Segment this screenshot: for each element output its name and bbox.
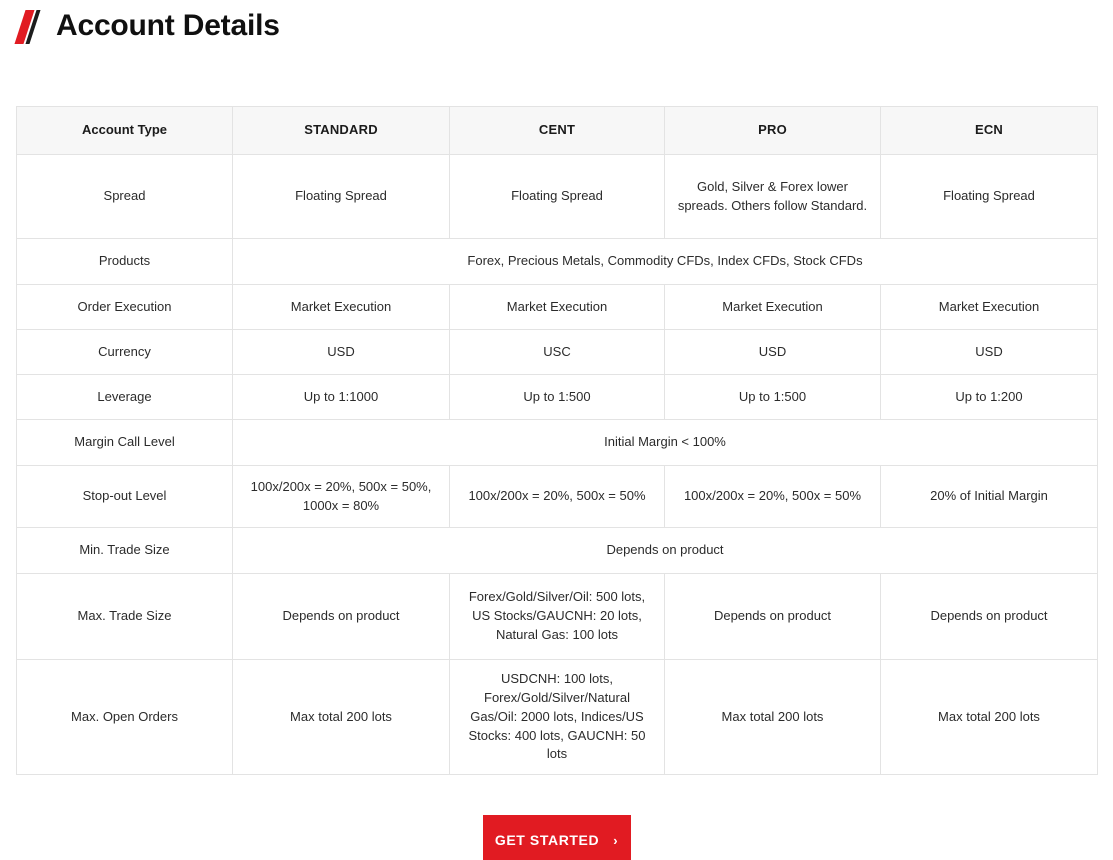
- row-label-margin-call-level: Margin Call Level: [17, 420, 233, 466]
- row-label-products: Products: [17, 239, 233, 285]
- cell-order-execution-pro: Market Execution: [665, 285, 881, 330]
- table-row: [17, 375, 1098, 420]
- row-label-leverage: Leverage: [17, 375, 233, 420]
- cell-spread-standard: Floating Spread: [233, 155, 450, 239]
- cell-spread-cent: Floating Spread: [450, 155, 665, 239]
- column-header-cent: CENT: [450, 107, 665, 155]
- cell-stop-out-level-cent: 100x/200x = 20%, 500x = 50%: [450, 466, 665, 528]
- row-label-stop-out-level: Stop-out Level: [17, 466, 233, 528]
- cell-leverage-pro: Up to 1:500: [665, 375, 881, 420]
- cell-max-open-orders-pro: Max total 200 lots: [665, 660, 881, 775]
- table-row: [17, 330, 1098, 375]
- table-row: [17, 420, 1098, 466]
- get-started-button[interactable]: [483, 815, 631, 860]
- cell-stop-out-level-ecn: 20% of Initial Margin: [881, 466, 1098, 528]
- cell-currency-ecn: USD: [881, 330, 1098, 375]
- cell-max-open-orders-cent: USDCNH: 100 lots, Forex/Gold/Silver/Natural Gas/Oil: 2000 lots, Indices/US Stocks: 400 lots, GAUCNH: 50 lots: [450, 660, 665, 775]
- cell-leverage-standard: Up to 1:1000: [233, 375, 450, 420]
- cell-order-execution-ecn: Market Execution: [881, 285, 1098, 330]
- cell-currency-pro: USD: [665, 330, 881, 375]
- red-slash-icon: [16, 8, 42, 44]
- chevron-right-icon: ›: [613, 832, 619, 848]
- table-body: [17, 155, 1098, 775]
- cta-section: [0, 815, 1113, 860]
- cell-products-all: Forex, Precious Metals, Commodity CFDs, Index CFDs, Stock CFDs: [233, 239, 1098, 285]
- cell-max-open-orders-standard: Max total 200 lots: [233, 660, 450, 775]
- account-details-table: [16, 106, 1098, 775]
- cell-max-trade-size-cent: Forex/Gold/Silver/Oil: 500 lots, US Stocks/GAUCNH: 20 lots, Natural Gas: 100 lots: [450, 574, 665, 660]
- table-row: [17, 466, 1098, 528]
- column-header-standard: STANDARD: [233, 107, 450, 155]
- cell-order-execution-standard: Market Execution: [233, 285, 450, 330]
- row-label-min-trade-size: Min. Trade Size: [17, 528, 233, 574]
- cell-stop-out-level-standard: 100x/200x = 20%, 500x = 50%, 1000x = 80%: [233, 466, 450, 528]
- table-row: [17, 285, 1098, 330]
- row-label-currency: Currency: [17, 330, 233, 375]
- cell-currency-cent: USC: [450, 330, 665, 375]
- table-row: [17, 528, 1098, 574]
- cell-currency-standard: USD: [233, 330, 450, 375]
- column-header-account-type: Account Type: [17, 107, 233, 155]
- account-details-table-wrap: [16, 106, 1097, 775]
- row-label-order-execution: Order Execution: [17, 285, 233, 330]
- cell-max-trade-size-pro: Depends on product: [665, 574, 881, 660]
- cell-leverage-ecn: Up to 1:200: [881, 375, 1098, 420]
- table-row: [17, 239, 1098, 285]
- column-header-pro: PRO: [665, 107, 881, 155]
- cell-order-execution-cent: Market Execution: [450, 285, 665, 330]
- cell-spread-pro: Gold, Silver & Forex lower spreads. Others follow Standard.: [665, 155, 881, 239]
- table-row: [17, 155, 1098, 239]
- cell-max-trade-size-standard: Depends on product: [233, 574, 450, 660]
- row-label-max-open-orders: Max. Open Orders: [17, 660, 233, 775]
- table-row: [17, 660, 1098, 775]
- row-label-spread: Spread: [17, 155, 233, 239]
- get-started-label: GET STARTED: [494, 832, 600, 849]
- cell-max-trade-size-ecn: Depends on product: [881, 574, 1098, 660]
- cell-max-open-orders-ecn: Max total 200 lots: [881, 660, 1098, 775]
- cell-stop-out-level-pro: 100x/200x = 20%, 500x = 50%: [665, 466, 881, 528]
- table-header-row: [17, 107, 1098, 155]
- cell-margin-call-level-all: Initial Margin < 100%: [233, 420, 1098, 466]
- page-title: Account Details: [56, 9, 280, 42]
- cell-leverage-cent: Up to 1:500: [450, 375, 665, 420]
- row-label-max-trade-size: Max. Trade Size: [17, 574, 233, 660]
- cell-spread-ecn: Floating Spread: [881, 155, 1098, 239]
- page-header: [0, 0, 1113, 44]
- column-header-ecn: ECN: [881, 107, 1098, 155]
- table-header: [17, 107, 1098, 155]
- table-row: [17, 574, 1098, 660]
- cell-min-trade-size-all: Depends on product: [233, 528, 1098, 574]
